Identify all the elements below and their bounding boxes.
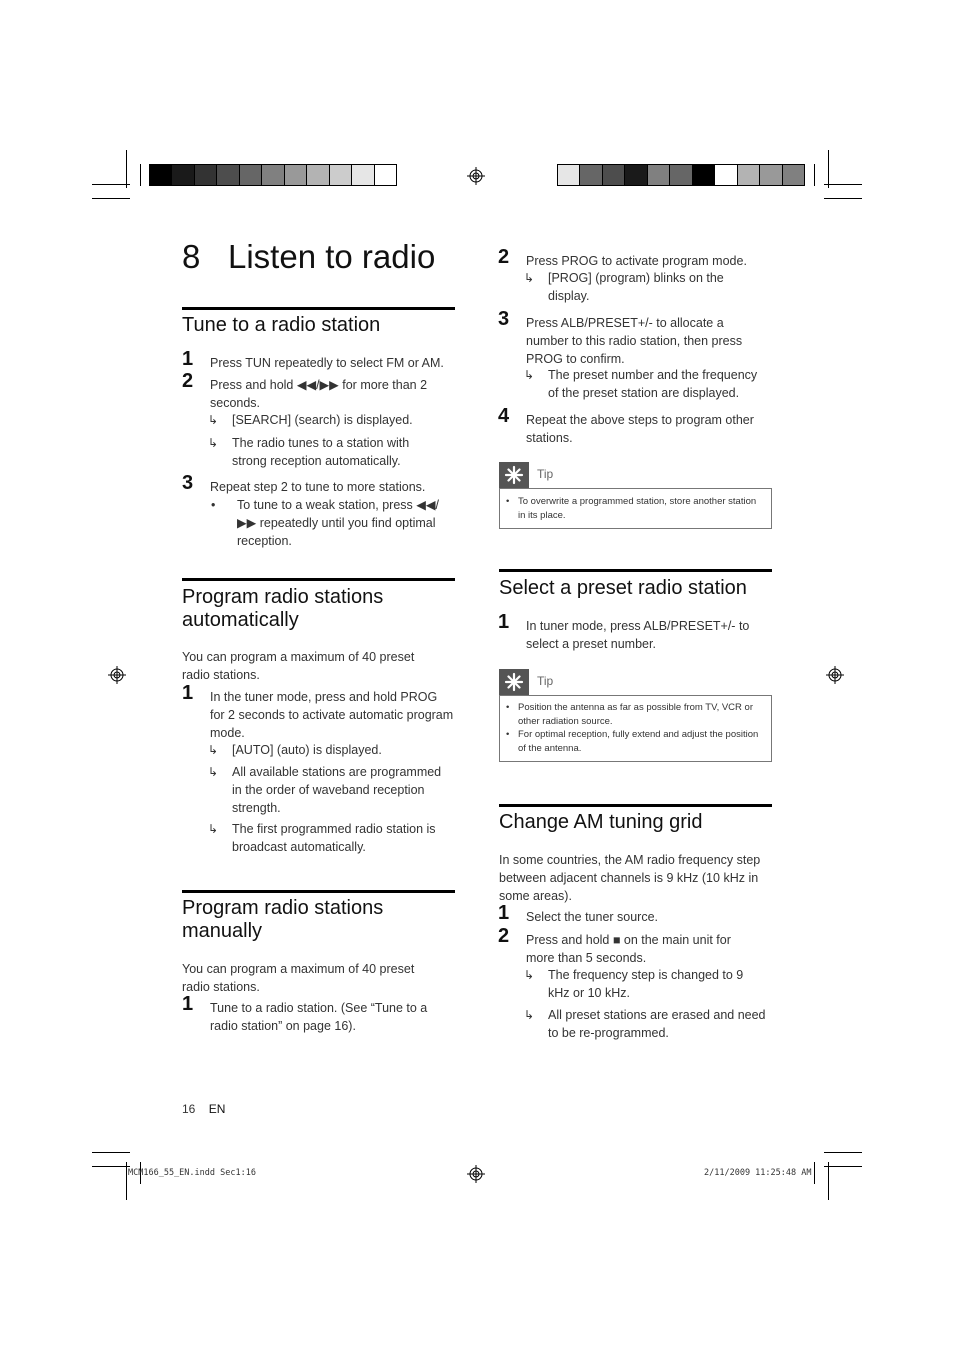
step-item bbox=[498, 308, 761, 368]
section-rule bbox=[499, 804, 772, 807]
step-item bbox=[182, 993, 445, 1035]
section-rule bbox=[499, 569, 772, 572]
tip-box bbox=[499, 488, 772, 529]
section-heading-auto: Program radio stations automatically bbox=[182, 586, 384, 631]
color-swatch bbox=[217, 165, 239, 185]
bullet-item bbox=[211, 496, 447, 550]
step-item bbox=[182, 682, 455, 742]
registration-mark-icon bbox=[467, 1165, 485, 1183]
tip-text: Position the antenna as far as possible from TV, VCR or other radiation source. bbox=[518, 702, 753, 727]
tip-label: Tip bbox=[537, 674, 554, 688]
result-text: [SEARCH] (search) is displayed. bbox=[232, 413, 413, 427]
color-swatch bbox=[693, 165, 715, 185]
result-text: The preset number and the frequency of the preset station are displayed. bbox=[548, 368, 758, 400]
result-item bbox=[208, 763, 454, 817]
tip-label: Tip bbox=[537, 467, 554, 481]
slug-file-info: MCM166_55_EN.indd Sec1:16 bbox=[128, 1168, 256, 1178]
section-intro: You can program a maximum of 40 preset radio stations. bbox=[182, 962, 415, 994]
color-swatch bbox=[150, 165, 172, 185]
step-text: Repeat step 2 to tune to more stations. bbox=[210, 480, 426, 494]
bullet-icon: • bbox=[506, 496, 510, 507]
step-text: Select the tuner source. bbox=[526, 910, 659, 924]
section-rule bbox=[182, 890, 455, 893]
step-number: 1 bbox=[498, 611, 510, 633]
color-swatch bbox=[330, 165, 352, 185]
result-text: All available stations are programmed in the order of waveband reception strength. bbox=[232, 765, 442, 815]
step-number: 2 bbox=[498, 246, 510, 268]
step-text: Press PROG to activate program mode. bbox=[526, 254, 747, 268]
color-swatch bbox=[670, 165, 692, 185]
step-item bbox=[182, 370, 445, 412]
step-text: In tuner mode, press ALB/PRESET+/- to select a preset number. bbox=[526, 619, 750, 651]
step-number: 2 bbox=[182, 370, 194, 392]
step-item bbox=[498, 902, 766, 926]
bullet-icon: • bbox=[211, 498, 216, 512]
tip-text: For optimal reception, fully extend and adjust the position of the antenna. bbox=[518, 729, 759, 754]
step-text: Tune to a radio station. (See “Tune to a radio station” on page 16). bbox=[210, 1001, 428, 1033]
page-number: 16 bbox=[182, 1102, 196, 1116]
tip-item bbox=[506, 495, 758, 522]
step-number: 3 bbox=[182, 472, 194, 494]
bullet-icon: • bbox=[506, 729, 510, 740]
tip-icon bbox=[499, 462, 529, 488]
result-item bbox=[208, 820, 454, 856]
step-text: Press and hold ◀◀/▶▶ for more than 2 seconds. bbox=[210, 378, 428, 410]
result-arrow-icon: ↳ bbox=[208, 822, 219, 836]
tip-header bbox=[499, 462, 771, 488]
registration-mark-icon bbox=[826, 666, 844, 684]
section-intro: In some countries, the AM radio frequency step between adjacent channels is 9 kHz (10 kHz in some areas). bbox=[499, 853, 761, 903]
tip-item bbox=[506, 728, 763, 755]
step-item bbox=[498, 611, 766, 653]
chapter-title-text: Listen to radio bbox=[228, 238, 436, 275]
step-item bbox=[498, 925, 748, 967]
result-text: [AUTO] (auto) is displayed. bbox=[232, 743, 382, 757]
slug-date: 2/11/2009 11:25:48 AM bbox=[704, 1168, 812, 1178]
section-intro: You can program a maximum of 40 preset radio stations. bbox=[182, 650, 415, 682]
result-arrow-icon: ↳ bbox=[524, 968, 535, 982]
page-footer bbox=[182, 1102, 225, 1116]
step-number: 1 bbox=[182, 993, 194, 1015]
section-heading-tune: Tune to a radio station bbox=[182, 314, 381, 336]
color-swatch bbox=[760, 165, 782, 185]
step-item bbox=[498, 405, 766, 447]
step-number: 1 bbox=[498, 902, 510, 924]
color-swatch bbox=[172, 165, 194, 185]
color-swatch bbox=[580, 165, 602, 185]
step-text: In the tuner mode, press and hold PROG for 2 seconds to activate automatic program mode. bbox=[210, 690, 454, 740]
tip-item bbox=[506, 701, 763, 728]
result-text: The radio tunes to a station with strong reception automatically. bbox=[232, 436, 410, 468]
chapter-title bbox=[182, 238, 435, 276]
color-swatch bbox=[603, 165, 625, 185]
chapter-number: 8 bbox=[182, 238, 201, 275]
tip-header bbox=[499, 669, 771, 695]
result-text: The first programmed radio station is broadcast automatically. bbox=[232, 822, 436, 854]
result-text: All preset stations are erased and need to be re-programmed. bbox=[548, 1008, 766, 1040]
step-number: 2 bbox=[498, 925, 510, 947]
color-swatch bbox=[738, 165, 760, 185]
color-swatch bbox=[558, 165, 580, 185]
color-swatch bbox=[285, 165, 307, 185]
color-swatch bbox=[648, 165, 670, 185]
result-item bbox=[524, 1006, 772, 1042]
step-text: Press TUN repeatedly to select FM or AM. bbox=[210, 356, 444, 370]
bullet-icon: • bbox=[506, 702, 510, 713]
step-number: 1 bbox=[182, 348, 194, 370]
section-heading-manual: Program radio stations manually bbox=[182, 897, 384, 942]
result-item bbox=[524, 966, 758, 1002]
result-arrow-icon: ↳ bbox=[208, 436, 219, 450]
section-rule bbox=[182, 578, 455, 581]
color-swatch bbox=[783, 165, 804, 185]
section-heading-am: Change AM tuning grid bbox=[499, 811, 703, 833]
result-text: The frequency step is changed to 9 kHz or 10 kHz. bbox=[548, 968, 744, 1000]
result-item bbox=[524, 366, 770, 402]
section-heading-preset: Select a preset radio station bbox=[499, 577, 747, 599]
step-item bbox=[498, 246, 761, 270]
result-text: [PROG] (program) blinks on the display. bbox=[548, 271, 724, 303]
color-swatches-left bbox=[149, 164, 397, 186]
color-swatches-right bbox=[557, 164, 805, 186]
color-swatch bbox=[262, 165, 284, 185]
step-number: 4 bbox=[498, 405, 510, 427]
color-swatch bbox=[375, 165, 396, 185]
result-arrow-icon: ↳ bbox=[524, 271, 535, 285]
result-arrow-icon: ↳ bbox=[208, 743, 219, 757]
color-swatch bbox=[625, 165, 647, 185]
tip-text: To overwrite a programmed station, store another station in its place. bbox=[518, 496, 757, 521]
result-arrow-icon: ↳ bbox=[524, 368, 535, 382]
result-arrow-icon: ↳ bbox=[524, 1008, 535, 1022]
language-code: EN bbox=[208, 1102, 226, 1116]
result-arrow-icon: ↳ bbox=[208, 765, 219, 779]
step-item bbox=[182, 472, 450, 496]
step-text: Repeat the above steps to program other stations. bbox=[526, 413, 754, 445]
tip-icon bbox=[499, 669, 529, 695]
registration-mark-icon bbox=[467, 167, 485, 185]
registration-mark-icon bbox=[108, 666, 126, 684]
result-item bbox=[208, 434, 432, 470]
result-item bbox=[208, 741, 454, 759]
step-item bbox=[182, 348, 458, 372]
section-rule bbox=[182, 307, 455, 310]
step-text: Press and hold ■ on the main unit for more than 5 seconds. bbox=[526, 933, 731, 965]
step-number: 1 bbox=[182, 682, 194, 704]
bullet-text: To tune to a weak station, press ◀◀/ ▶▶ repeatedly until you find optimal reception. bbox=[237, 498, 439, 548]
color-swatch bbox=[715, 165, 737, 185]
tip-box bbox=[499, 695, 772, 762]
color-swatch bbox=[307, 165, 329, 185]
color-swatch bbox=[195, 165, 217, 185]
step-text: Press ALB/PRESET+/- to allocate a number to this radio station, then press PROG to confirm. bbox=[526, 316, 743, 366]
result-item bbox=[208, 411, 454, 429]
step-number: 3 bbox=[498, 308, 510, 330]
result-item bbox=[524, 269, 758, 305]
color-swatch bbox=[352, 165, 374, 185]
result-arrow-icon: ↳ bbox=[208, 413, 219, 427]
color-swatch bbox=[240, 165, 262, 185]
